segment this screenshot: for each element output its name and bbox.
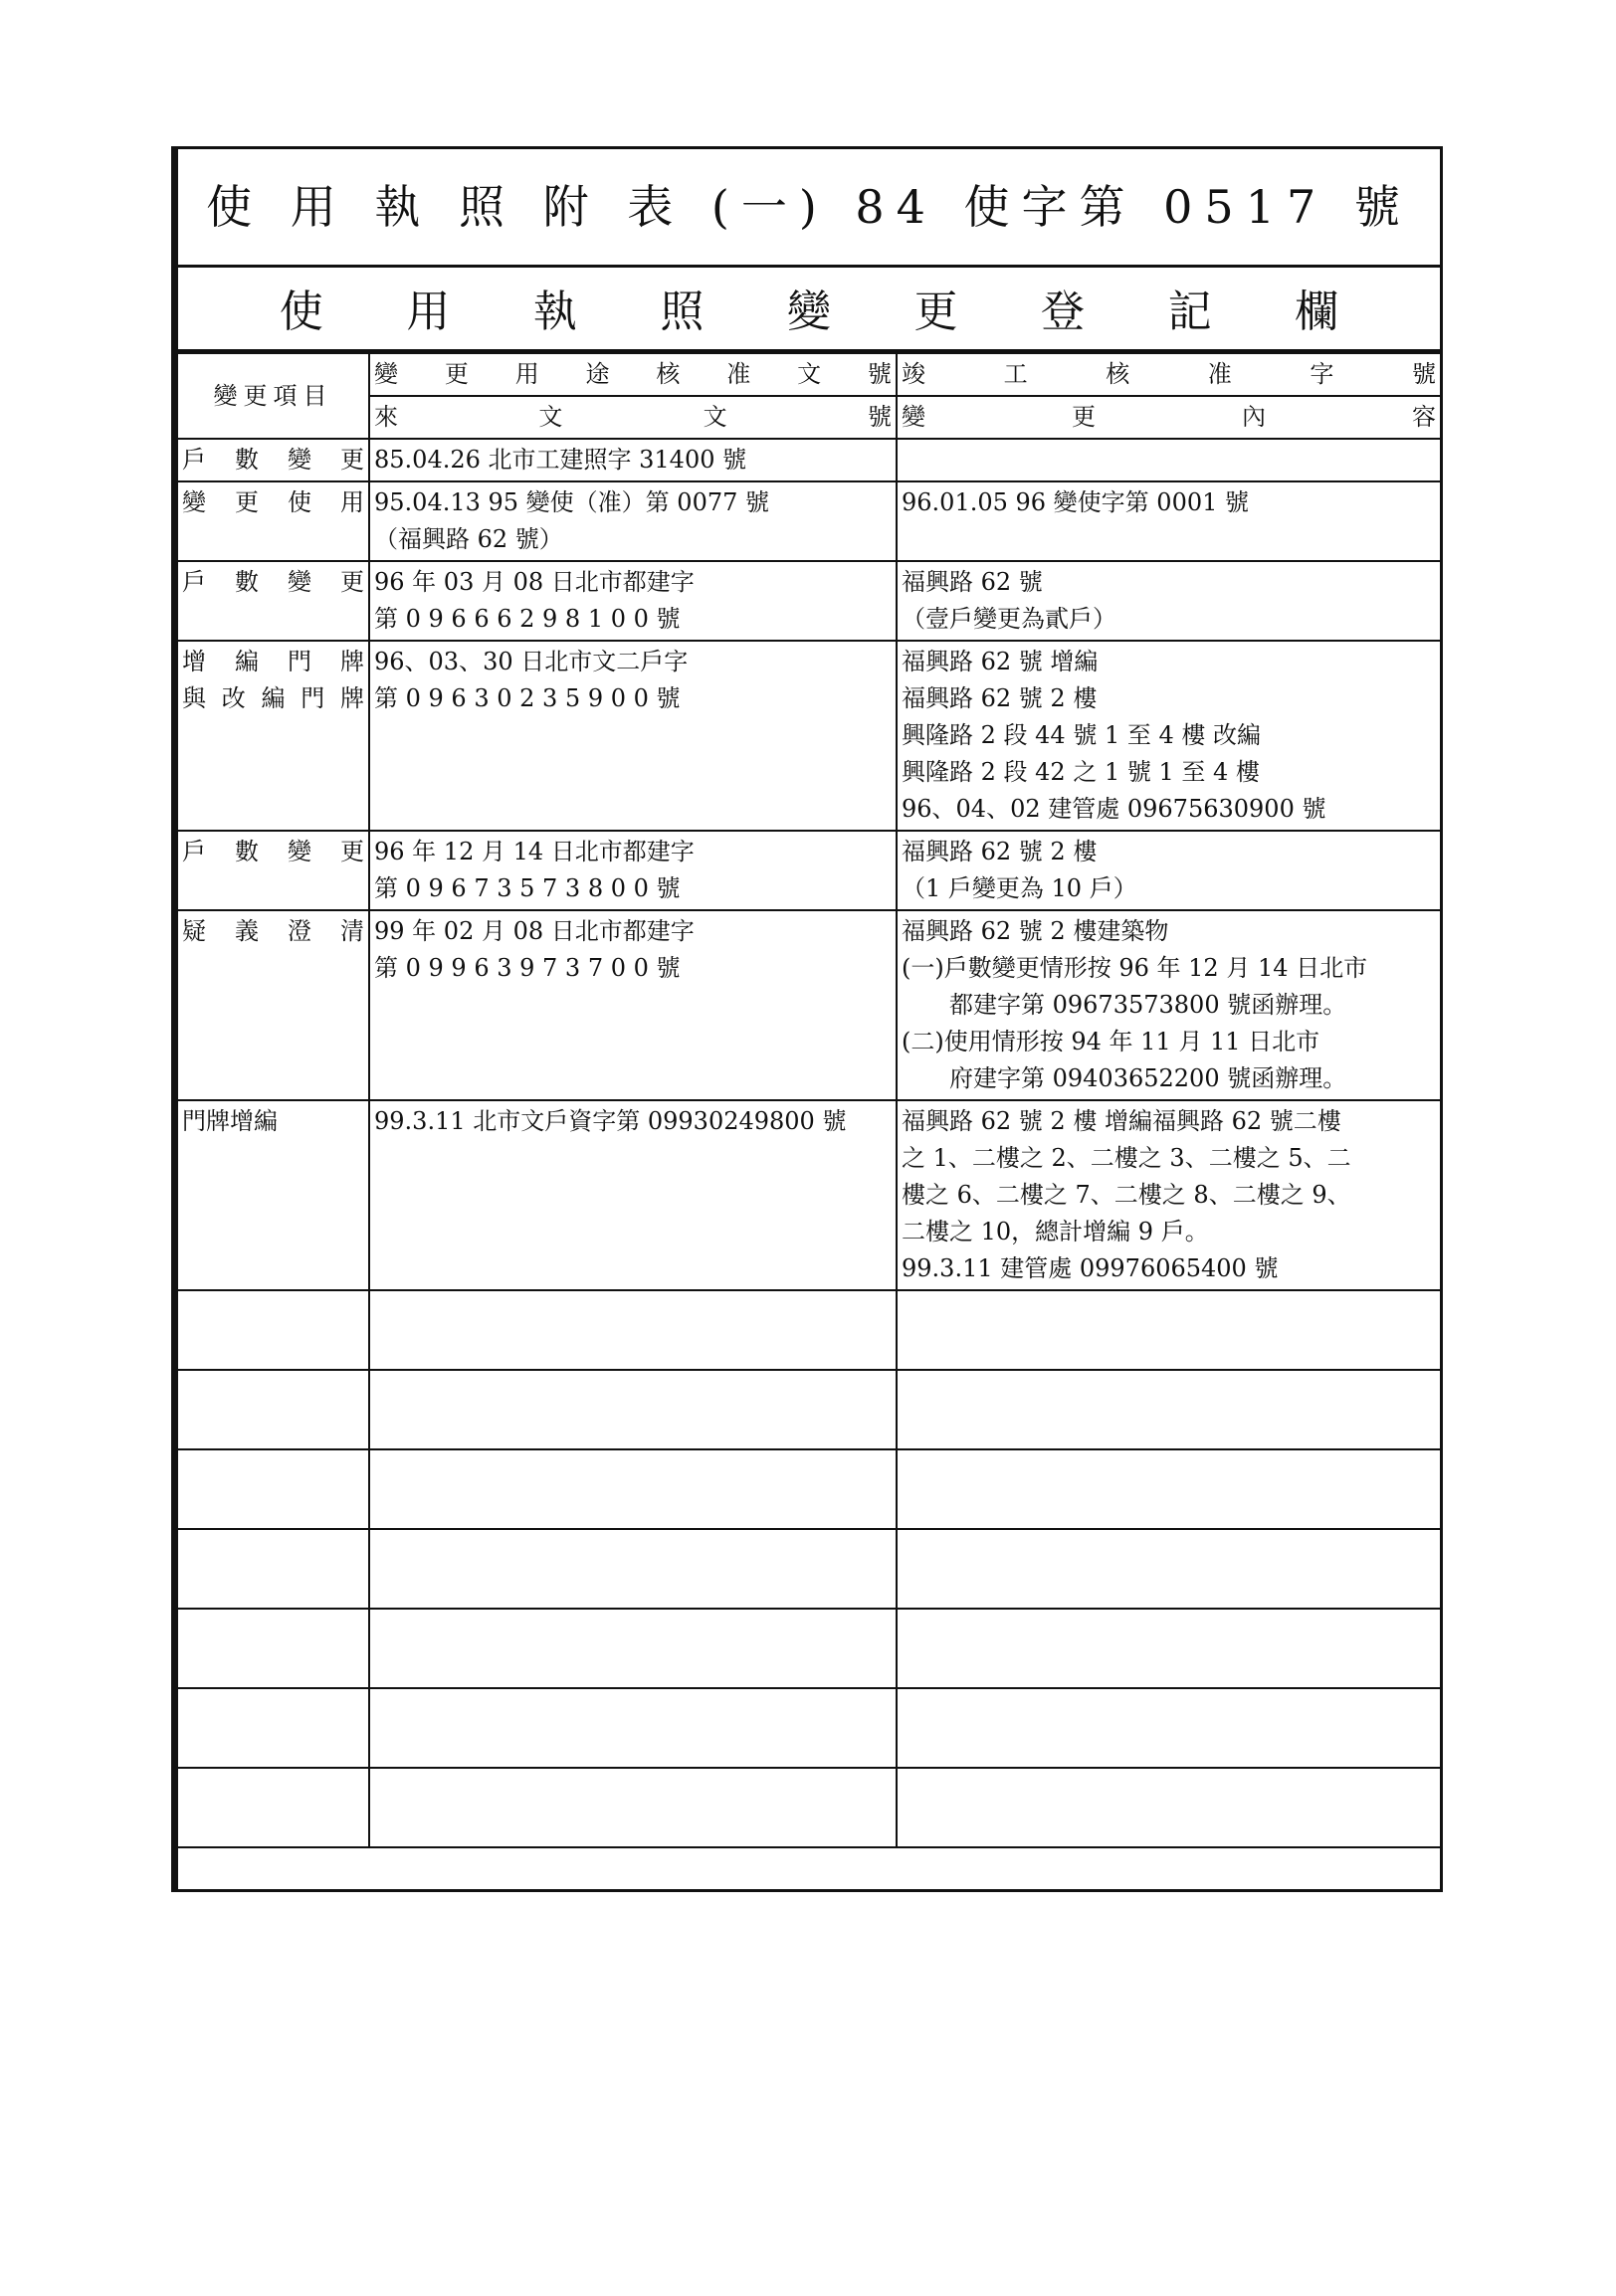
item-char: 用 <box>340 488 364 516</box>
doc-line: 96 年 03 月 08 日北市都建字 <box>374 568 695 596</box>
content-line: 99.3.11 建管處 09976065400 號 <box>902 1254 1279 1282</box>
empty-row <box>178 1529 1440 1609</box>
empty-row <box>178 1449 1440 1529</box>
content-cell <box>897 481 1440 561</box>
doc-line: 95.04.13 95 變使（准）第 0077 號 <box>374 488 770 516</box>
section-subtitle <box>178 265 1440 352</box>
item-cell <box>178 561 369 641</box>
item-char: 變 <box>182 488 206 516</box>
content-line: 96.01.05 96 變使字第 0001 號 <box>902 488 1250 516</box>
table-row <box>178 1100 1440 1290</box>
registration-sheet <box>171 146 1443 1892</box>
empty-row <box>178 1370 1440 1449</box>
content-line: (二)使用情形按 94 年 11 月 11 日北市 <box>902 1028 1320 1055</box>
header-char: 工 <box>1003 360 1028 388</box>
header-char: 內 <box>1242 403 1266 431</box>
header-char: 來 <box>374 403 398 431</box>
empty-cell <box>369 1609 897 1688</box>
item-char: 更 <box>340 446 364 474</box>
content-line: 96、04、02 建管處 09675630900 號 <box>902 795 1326 823</box>
doc-line: 第 0 9 6 7 3 5 7 3 8 0 0 號 <box>374 874 681 902</box>
subtitle-char: 更 <box>913 286 958 337</box>
header-char: 竣 <box>902 360 925 388</box>
item-char: 戶 <box>182 446 206 474</box>
change-register-table <box>178 352 1440 1848</box>
empty-cell <box>178 1290 369 1370</box>
doc-cell <box>369 910 897 1100</box>
header-col3-top <box>897 353 1440 396</box>
doc-line: （福興路 62 號） <box>374 525 563 553</box>
content-line: 福興路 62 號 增編 <box>902 648 1099 675</box>
doc-cell <box>369 439 897 481</box>
empty-row <box>178 1768 1440 1847</box>
header-char: 准 <box>1207 360 1232 388</box>
content-line: 樓之 6、二樓之 7、二樓之 8、二樓之 9、 <box>902 1181 1351 1209</box>
empty-cell <box>178 1609 369 1688</box>
subtitle-char: 登 <box>1041 286 1086 337</box>
subtitle-char: 變 <box>786 286 831 337</box>
empty-cell <box>897 1768 1440 1847</box>
header-char: 文 <box>703 403 727 431</box>
header-char: 號 <box>867 403 892 431</box>
table-row <box>178 910 1440 1100</box>
item-char: 戶 <box>182 568 206 596</box>
header-char: 准 <box>726 360 751 388</box>
item-cell <box>178 439 369 481</box>
empty-cell <box>369 1768 897 1847</box>
doc-cell <box>369 481 897 561</box>
item-text: 門牌增編 <box>182 1107 278 1135</box>
doc-line: 第 0 9 9 6 3 9 7 3 7 0 0 號 <box>374 954 681 982</box>
header-char: 文 <box>797 360 822 388</box>
empty-cell <box>178 1449 369 1529</box>
empty-cell <box>369 1688 897 1768</box>
content-cell <box>897 561 1440 641</box>
empty-cell <box>178 1768 369 1847</box>
table-row <box>178 439 1440 481</box>
header-char: 號 <box>1411 360 1436 388</box>
subtitle-char: 用 <box>406 286 451 337</box>
empty-cell <box>897 1370 1440 1449</box>
header-char: 核 <box>656 360 681 388</box>
content-line: 興隆路 2 段 44 號 1 至 4 樓 改編 <box>902 721 1262 749</box>
item-char: 數 <box>235 568 259 596</box>
subtitle-char: 照 <box>660 286 705 337</box>
item-char: 改 <box>221 684 246 712</box>
content-cell <box>897 439 1440 481</box>
item-cell <box>178 831 369 910</box>
doc-line: 99.3.11 北市文戶資字第 09930249800 號 <box>374 1107 847 1135</box>
item-char: 使 <box>288 488 311 516</box>
item-cell <box>178 910 369 1100</box>
empty-row <box>178 1290 1440 1370</box>
item-cell <box>178 641 369 831</box>
item-char: 與 <box>182 684 206 712</box>
doc-line: 85.04.26 北市工建照字 31400 號 <box>374 446 747 474</box>
header-char: 用 <box>514 360 539 388</box>
empty-cell <box>178 1370 369 1449</box>
header-col2-top <box>369 353 897 396</box>
header-char: 變 <box>374 360 398 388</box>
content-line: 都建字第 09673573800 號函辦理。 <box>949 991 1347 1019</box>
empty-cell <box>369 1370 897 1449</box>
doc-line: 99 年 02 月 08 日北市都建字 <box>374 917 695 945</box>
empty-row <box>178 1688 1440 1768</box>
subtitle-char: 使 <box>279 286 323 337</box>
item-char: 編 <box>261 684 286 712</box>
header-char: 號 <box>867 360 892 388</box>
header-char: 更 <box>444 360 469 388</box>
table-row <box>178 641 1440 831</box>
item-char: 戶 <box>182 838 206 865</box>
item-char: 門 <box>301 684 325 712</box>
header-char: 途 <box>585 360 610 388</box>
empty-cell <box>897 1529 1440 1609</box>
header-char: 核 <box>1106 360 1130 388</box>
item-char: 澄 <box>288 917 311 945</box>
content-line: 福興路 62 號 2 樓 <box>902 684 1098 712</box>
item-char: 更 <box>235 488 259 516</box>
subtitle-char: 執 <box>532 286 577 337</box>
item-char: 更 <box>340 838 364 865</box>
content-line: 福興路 62 號 2 樓 增編福興路 62 號二樓 <box>902 1107 1341 1135</box>
table-row <box>178 481 1440 561</box>
content-line: （1 戶變更為 10 戶） <box>902 874 1137 902</box>
header-char: 字 <box>1310 360 1334 388</box>
item-char: 編 <box>235 648 259 675</box>
item-cell <box>178 481 369 561</box>
content-line: 之 1、二樓之 2、二樓之 3、二樓之 5、二 <box>902 1144 1351 1172</box>
header-col3-bottom <box>897 396 1440 439</box>
item-char: 更 <box>340 568 364 596</box>
empty-cell <box>369 1290 897 1370</box>
item-char: 疑 <box>182 917 206 945</box>
empty-cell <box>369 1449 897 1529</box>
empty-cell <box>897 1449 1440 1529</box>
header-col2-bottom <box>369 396 897 439</box>
page-title: 使 用 執 照 附 表 (一) 84 使字第 0517 號 <box>178 149 1440 268</box>
empty-cell <box>897 1290 1440 1370</box>
doc-line: 96 年 12 月 14 日北市都建字 <box>374 838 695 865</box>
content-line: (一)戶數變更情形按 96 年 12 月 14 日北市 <box>902 954 1368 982</box>
empty-cell <box>178 1688 369 1768</box>
doc-cell <box>369 561 897 641</box>
item-char: 變 <box>288 568 311 596</box>
header-char: 更 <box>1072 403 1096 431</box>
item-char: 義 <box>235 917 259 945</box>
subtitle-char: 記 <box>1167 286 1212 337</box>
item-char: 數 <box>235 838 259 865</box>
empty-row <box>178 1609 1440 1688</box>
table-row <box>178 831 1440 910</box>
item-char: 變 <box>288 446 311 474</box>
header-char: 變 <box>902 403 925 431</box>
item-char: 增 <box>182 648 206 675</box>
empty-cell <box>369 1529 897 1609</box>
doc-line: 96、03、30 日北市文二戶字 <box>374 648 689 675</box>
empty-cell <box>178 1529 369 1609</box>
content-line: 府建字第 09403652200 號函辦理。 <box>949 1064 1347 1092</box>
content-line: 福興路 62 號 2 樓 <box>902 838 1098 865</box>
doc-line: 第 0 9 6 3 0 2 3 5 9 0 0 號 <box>374 684 681 712</box>
empty-cell <box>897 1609 1440 1688</box>
item-char: 清 <box>340 917 364 945</box>
header-char: 文 <box>538 403 563 431</box>
content-line: 福興路 62 號 2 樓建築物 <box>902 917 1169 945</box>
doc-cell <box>369 831 897 910</box>
content-line <box>902 442 1436 478</box>
doc-cell <box>369 641 897 831</box>
subtitle-char: 欄 <box>1295 286 1339 337</box>
empty-cell <box>897 1688 1440 1768</box>
header-item-label: 變更項目 <box>178 353 369 439</box>
item-char: 變 <box>288 838 311 865</box>
content-cell <box>897 641 1440 831</box>
item-char: 牌 <box>340 684 364 712</box>
content-line: 福興路 62 號 <box>902 568 1043 596</box>
content-line: 興隆路 2 段 42 之 1 號 1 至 4 樓 <box>902 758 1260 786</box>
item-char: 門 <box>288 648 311 675</box>
header-row <box>178 353 1440 396</box>
table-row <box>178 561 1440 641</box>
content-cell <box>897 910 1440 1100</box>
header-char: 容 <box>1412 403 1436 431</box>
content-line: 二樓之 10，總計增編 9 戶。 <box>902 1218 1209 1245</box>
content-cell <box>897 831 1440 910</box>
item-cell <box>178 1100 369 1290</box>
content-line: （壹戶變更為貳戶） <box>902 605 1116 633</box>
content-cell <box>897 1100 1440 1290</box>
item-char: 數 <box>235 446 259 474</box>
doc-cell <box>369 1100 897 1290</box>
doc-line: 第 0 9 6 6 6 2 9 8 1 0 0 號 <box>374 605 681 633</box>
item-char: 牌 <box>340 648 364 675</box>
